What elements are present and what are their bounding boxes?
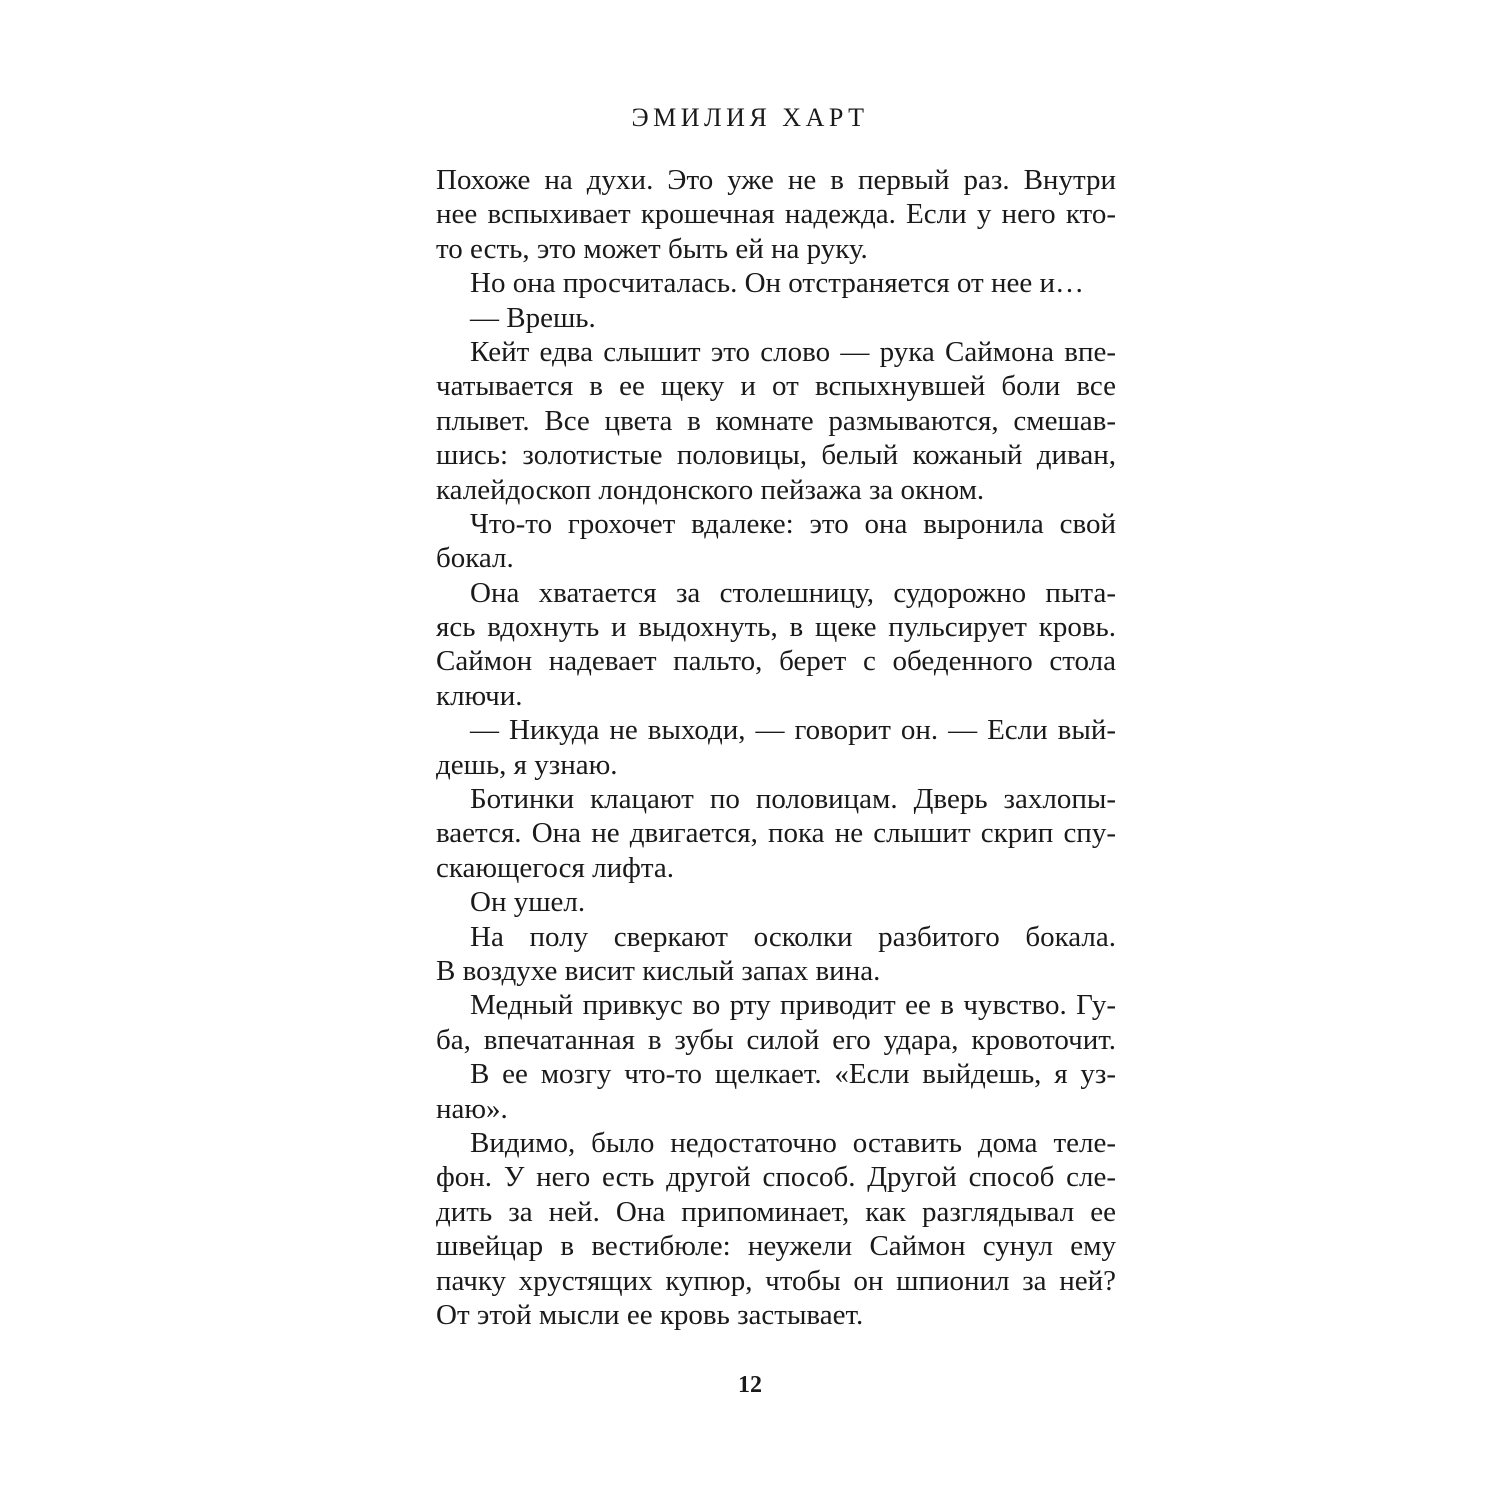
text-line: — Врешь. xyxy=(470,301,596,334)
text-line: скающегося лифта. xyxy=(436,851,675,884)
text-line: наю». xyxy=(436,1092,508,1125)
text-line: нее вспыхивает крошечная надежда. Если у него кто- xyxy=(436,198,1116,231)
text-line: Кейт едва слышит это слово — рука Саймона впе- xyxy=(470,335,1116,368)
page-number: 12 xyxy=(738,1372,762,1398)
text-line: В воздухе висит кислый запах вина. xyxy=(436,954,881,987)
text-line: Что-то грохочет вдалеке: это она выронила свой xyxy=(470,507,1116,540)
text-line: дить за ней. Она припоминает, как разглядывал ее xyxy=(436,1195,1116,1228)
text-line: чатывается в ее щеку и от вспыхнувшей боли все xyxy=(436,370,1116,403)
text-line: Но она просчиталась. Он отстраняется от нее и… xyxy=(470,267,1084,300)
text-line: Видимо, было недостаточно оставить дома теле- xyxy=(470,1126,1116,1159)
text-line: ясь вдохнуть и выдохнуть, в щеке пульсирует кровь. xyxy=(436,611,1116,644)
body-text xyxy=(436,163,1116,1332)
text-line: плывет. Все цвета в комнате размываются, смешав- xyxy=(436,404,1116,437)
text-line: дешь, я узнаю. xyxy=(436,748,618,781)
text-line: то есть, это может быть ей на руку. xyxy=(436,232,868,265)
running-head: ЭМИЛИЯ ХАРТ xyxy=(631,103,869,132)
text-line: пачку хрустящих купюр, чтобы он шпионил за ней? xyxy=(436,1264,1116,1297)
text-line: ба, впечатанная в зубы силой его удара, кровоточит. xyxy=(436,1023,1116,1056)
text-line: Похоже на духи. Это уже не в первый раз. Внутри xyxy=(436,164,1116,196)
text-line: — Никуда не выходи, — говорит он. — Если вый- xyxy=(470,714,1116,747)
text-line: Она хватается за столешницу, судорожно пыта- xyxy=(470,576,1116,609)
text-line: шись: золотистые половицы, белый кожаный диван, xyxy=(436,439,1116,472)
text-line: вается. Она не двигается, пока не слышит скрип спу- xyxy=(436,817,1116,850)
text-line: Ботинки клацают по половицам. Дверь захлопы- xyxy=(470,783,1116,816)
text-line: калейдоскоп лондонского пейзажа за окном. xyxy=(436,473,985,506)
text-line: Саймон надевает пальто, берет с обеденного стола xyxy=(436,645,1116,678)
text-line: ключи. xyxy=(436,679,523,712)
text-line: От этой мысли ее кровь застывает. xyxy=(436,1298,864,1331)
text-line: швейцар в вестибюле: неужели Саймон сунул ему xyxy=(436,1230,1116,1263)
text-line: Медный привкус во рту приводит ее в чувство. Гу- xyxy=(470,989,1116,1022)
text-line: бокал. xyxy=(436,542,514,575)
text-line: В ее мозгу что-то щелкает. «Если выйдешь, я уз- xyxy=(470,1058,1116,1091)
text-line: На полу сверкают осколки разбитого бокала. xyxy=(470,920,1116,953)
text-line: фон. У него есть другой способ. Другой способ сле- xyxy=(436,1161,1116,1194)
text-line: Он ушел. xyxy=(470,886,586,919)
